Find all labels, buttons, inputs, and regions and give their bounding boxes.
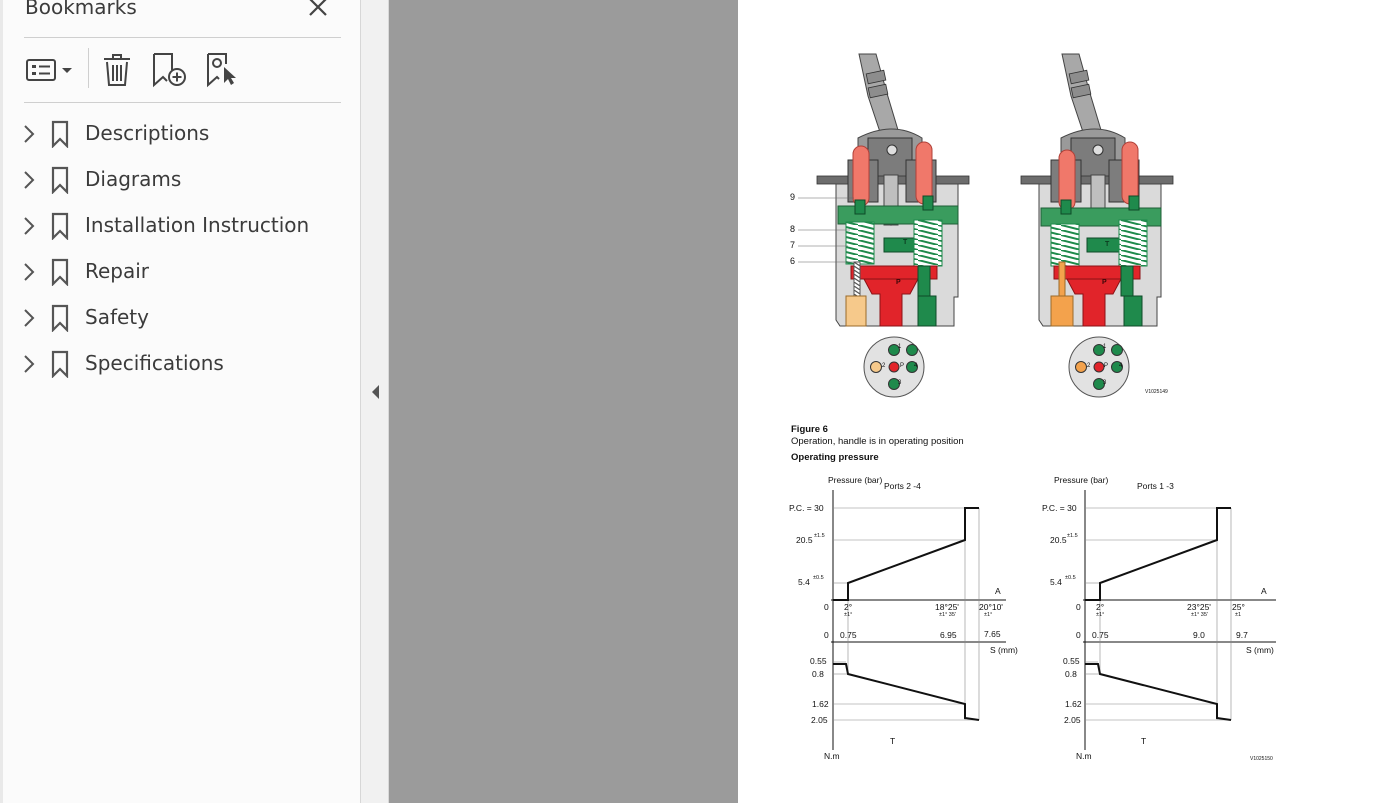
pressure-low-tol: ±0.5: [1065, 575, 1076, 581]
bookmark-descriptions[interactable]: [0, 114, 359, 154]
port-label-3: 3: [1103, 380, 1107, 386]
bookmark-icon: [50, 350, 70, 378]
valve-letter-p: P: [1102, 279, 1107, 286]
figure-title: Figure 6: [791, 424, 828, 435]
torque-2: 0.8: [1065, 669, 1077, 679]
unit-nm: N.m: [824, 751, 840, 761]
port-label-2: 2: [882, 363, 886, 369]
bookmark-icon: [50, 166, 70, 194]
angle-2-tol: ±1° 35': [939, 612, 956, 618]
angle-2: 18°25': [935, 602, 959, 612]
bookmark-icon: [50, 258, 70, 286]
zero-stroke: 0: [824, 630, 829, 640]
torque-1: 0.55: [810, 656, 827, 666]
torque-axis-label: T: [1141, 736, 1147, 746]
valve-letter-t: T: [903, 239, 908, 246]
bookmark-label: Diagrams: [85, 167, 182, 191]
pressure-high-tol: ±1.5: [1067, 533, 1078, 539]
torque-1: 0.55: [1063, 656, 1080, 666]
pressure-high: 20.5: [1050, 535, 1067, 545]
figure-caption: Operation, handle is in operating position: [791, 436, 964, 447]
viewer-background: [389, 0, 738, 803]
y-axis-title: Pressure (bar): [828, 475, 883, 485]
panel-title: Bookmarks: [25, 0, 137, 19]
torque-3: 1.62: [1065, 699, 1082, 709]
pc-label: P.C. = 30: [1042, 503, 1077, 513]
stroke-1: 0.75: [1092, 630, 1109, 640]
angle-1: 2°: [844, 602, 853, 612]
close-panel-button[interactable]: [305, 0, 331, 20]
valve-letter-t: T: [1105, 241, 1110, 248]
pressure-graph-right: [1083, 490, 1276, 750]
stroke-3: 7.65: [984, 629, 1001, 639]
torque-4: 2.05: [1064, 715, 1081, 725]
bookmark-specifications[interactable]: [0, 344, 359, 384]
bookmark-repair[interactable]: [0, 252, 359, 292]
document-page[interactable]: [738, 0, 1374, 803]
chevron-right-icon[interactable]: [20, 169, 38, 191]
torque-2: 0.8: [812, 669, 824, 679]
pressure-low-tol: ±0.5: [813, 575, 824, 581]
bookmark-find-icon: [204, 50, 244, 90]
torque-4: 2.05: [811, 715, 828, 725]
bookmark-diagrams[interactable]: [0, 160, 359, 200]
angle-1: 2°: [1096, 602, 1105, 612]
port-label-1: 1: [1103, 344, 1107, 350]
torque-axis-label: T: [890, 736, 896, 746]
axis-a: A: [1261, 586, 1267, 596]
bookmark-label: Specifications: [85, 351, 224, 375]
pressure-low: 5.4: [1050, 577, 1062, 587]
unit-nm: N.m: [1076, 751, 1092, 761]
stroke-2: 9.0: [1193, 630, 1205, 640]
zero-angle: 0: [824, 602, 829, 612]
page-figure: [738, 0, 1374, 803]
bookmark-label: Descriptions: [85, 121, 210, 145]
port-label-4: 4: [914, 363, 918, 369]
port-label-p: P: [1104, 363, 1109, 369]
chevron-right-icon[interactable]: [20, 307, 38, 329]
angle-2-tol: ±1° 35': [1191, 612, 1208, 618]
figure-id-top: V1025149: [1145, 389, 1168, 395]
callout-7: 7: [790, 240, 796, 250]
valve-letter-p: P: [896, 279, 901, 286]
figure-id-bottom: V1025150: [1250, 756, 1273, 762]
zero-angle: 0: [1076, 602, 1081, 612]
valve-drawing-left: [817, 54, 969, 326]
valve-drawing-right: [1021, 54, 1173, 326]
stroke-2: 6.95: [940, 630, 957, 640]
options-menu-button[interactable]: [24, 50, 76, 90]
axis-a: A: [995, 586, 1001, 596]
stroke-axis-label: S (mm): [990, 645, 1018, 655]
pressure-low: 5.4: [798, 577, 810, 587]
toolbar-separator: [88, 48, 89, 88]
chevron-right-icon[interactable]: [20, 353, 38, 375]
pressure-high-tol: ±1.5: [814, 533, 825, 539]
zero-stroke: 0: [1076, 630, 1081, 640]
bookmark-label: Installation Instruction: [85, 213, 310, 237]
angle-1-tol: ±1°: [1096, 612, 1105, 618]
delete-bookmark-button[interactable]: [100, 50, 136, 90]
pressure-graph-left: [831, 490, 1006, 750]
chevron-right-icon[interactable]: [20, 261, 38, 283]
torque-3: 1.62: [812, 699, 829, 709]
angle-3-tol: ±1: [1235, 612, 1242, 618]
port-label-4: 4: [1119, 363, 1123, 369]
pressure-high: 20.5: [796, 535, 813, 545]
stroke-axis-label: S (mm): [1246, 645, 1274, 655]
ports-title: Ports 1 -3: [1137, 481, 1174, 491]
panel-divider-toolbar: [24, 102, 341, 103]
y-axis-title: Pressure (bar): [1054, 475, 1109, 485]
bookmark-icon: [50, 212, 70, 240]
pc-label: P.C. = 30: [789, 503, 824, 513]
list-options-icon: [24, 50, 76, 90]
bookmark-icon: [50, 120, 70, 148]
angle-3-tol: ±1°: [984, 612, 993, 618]
panel-splitter[interactable]: [361, 0, 389, 803]
port-label-p: P: [900, 363, 905, 369]
add-bookmark-button[interactable]: [150, 50, 190, 90]
bookmark-label: Safety: [85, 305, 149, 329]
port-label-3: 3: [898, 380, 902, 386]
chevron-right-icon[interactable]: [20, 123, 38, 145]
chevron-right-icon[interactable]: [20, 215, 38, 237]
bookmark-installation-instruction[interactable]: [0, 206, 359, 246]
callout-9: 9: [790, 192, 796, 202]
panel-divider-top: [24, 37, 341, 38]
bookmark-safety[interactable]: [0, 298, 359, 338]
callout-8: 8: [790, 224, 796, 234]
bookmarks-panel: [0, 0, 361, 803]
angle-3: 20°10': [979, 602, 1003, 612]
stroke-1: 0.75: [840, 630, 857, 640]
stroke-3: 9.7: [1236, 630, 1248, 640]
find-bookmark-button[interactable]: [204, 50, 244, 90]
trash-icon: [100, 50, 136, 90]
section-heading: Operating pressure: [791, 452, 879, 463]
angle-3: 25°: [1232, 602, 1245, 612]
bookmark-icon: [50, 304, 70, 332]
callout-6: 6: [790, 256, 796, 266]
collapse-panel-icon[interactable]: [370, 383, 382, 401]
close-icon: [305, 0, 331, 20]
bookmark-label: Repair: [85, 259, 150, 283]
port-label-1: 1: [898, 344, 902, 350]
angle-1-tol: ±1°: [844, 612, 853, 618]
angle-2: 23°25': [1187, 602, 1211, 612]
bookmark-add-icon: [150, 50, 190, 90]
ports-title: Ports 2 -4: [884, 481, 921, 491]
port-label-2: 2: [1087, 363, 1091, 369]
